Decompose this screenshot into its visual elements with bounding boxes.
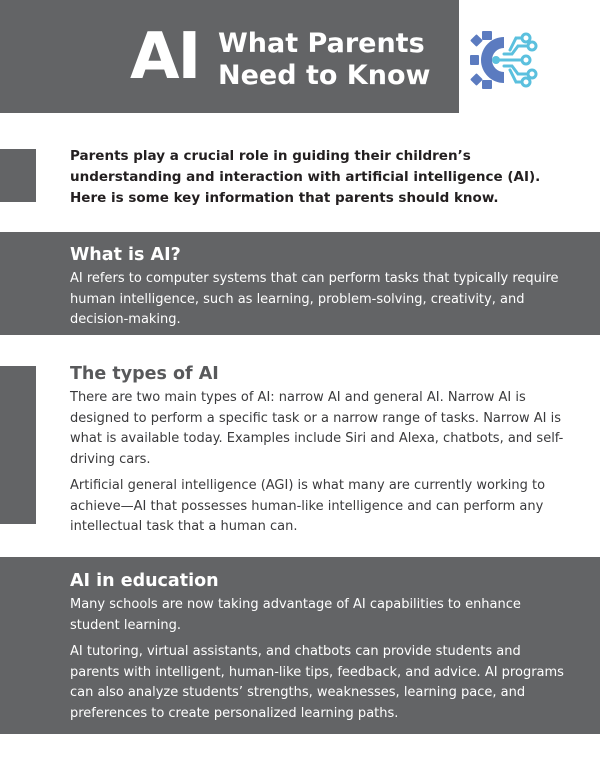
section-what-is-ai xyxy=(70,243,570,337)
section-paragraph: There are two main types of AI: narrow AI and general AI. Narrow AI is designed to perform a specific task or a narrow range of tasks. Narrow AI is what is available today. Examples include Siri and Alexa, chatbots, and self-driving cars. xyxy=(70,390,564,467)
section-heading: AI in education xyxy=(70,571,219,591)
page-title xyxy=(218,28,430,92)
section-ai-in-education xyxy=(70,569,570,730)
section-paragraph: AI tutoring, virtual assistants, and chatbots can provide students and parents with intelligent, human-like tips, feedback, and advice. AI programs can also analyze students’ strengths, weaknesses, learning pace, and preferences to create personalized learning paths. xyxy=(70,644,564,721)
title-line-2: Need to Know xyxy=(218,60,431,91)
section-paragraph: Artificial general intelligence (AGI) is what many are currently working to achieve—AI that possesses human-like intelligence and can perform any intellectual task that a human can. xyxy=(70,478,546,534)
section-heading: What is AI? xyxy=(70,245,181,265)
ai-gear-circuit-icon xyxy=(470,28,546,92)
section-types-of-ai xyxy=(70,362,570,544)
side-tab-intro xyxy=(0,149,36,202)
intro-text: Parents play a crucial role in guiding their children’s understanding and interaction with artificial intelligence (AI). Here is some key information that parents should know. xyxy=(70,148,541,206)
header-big-ai: AI xyxy=(130,20,200,94)
section-heading: The types of AI xyxy=(70,364,219,384)
side-tab-types xyxy=(0,366,36,524)
section-paragraph: Many schools are now taking advantage of AI capabilities to enhance student learning. xyxy=(70,597,521,633)
title-line-1: What Parents xyxy=(218,28,425,59)
section-paragraph: AI refers to computer systems that can perform tasks that typically require human intelligence, such as learning, problem-solving, creativity, and decision-making. xyxy=(70,271,559,327)
